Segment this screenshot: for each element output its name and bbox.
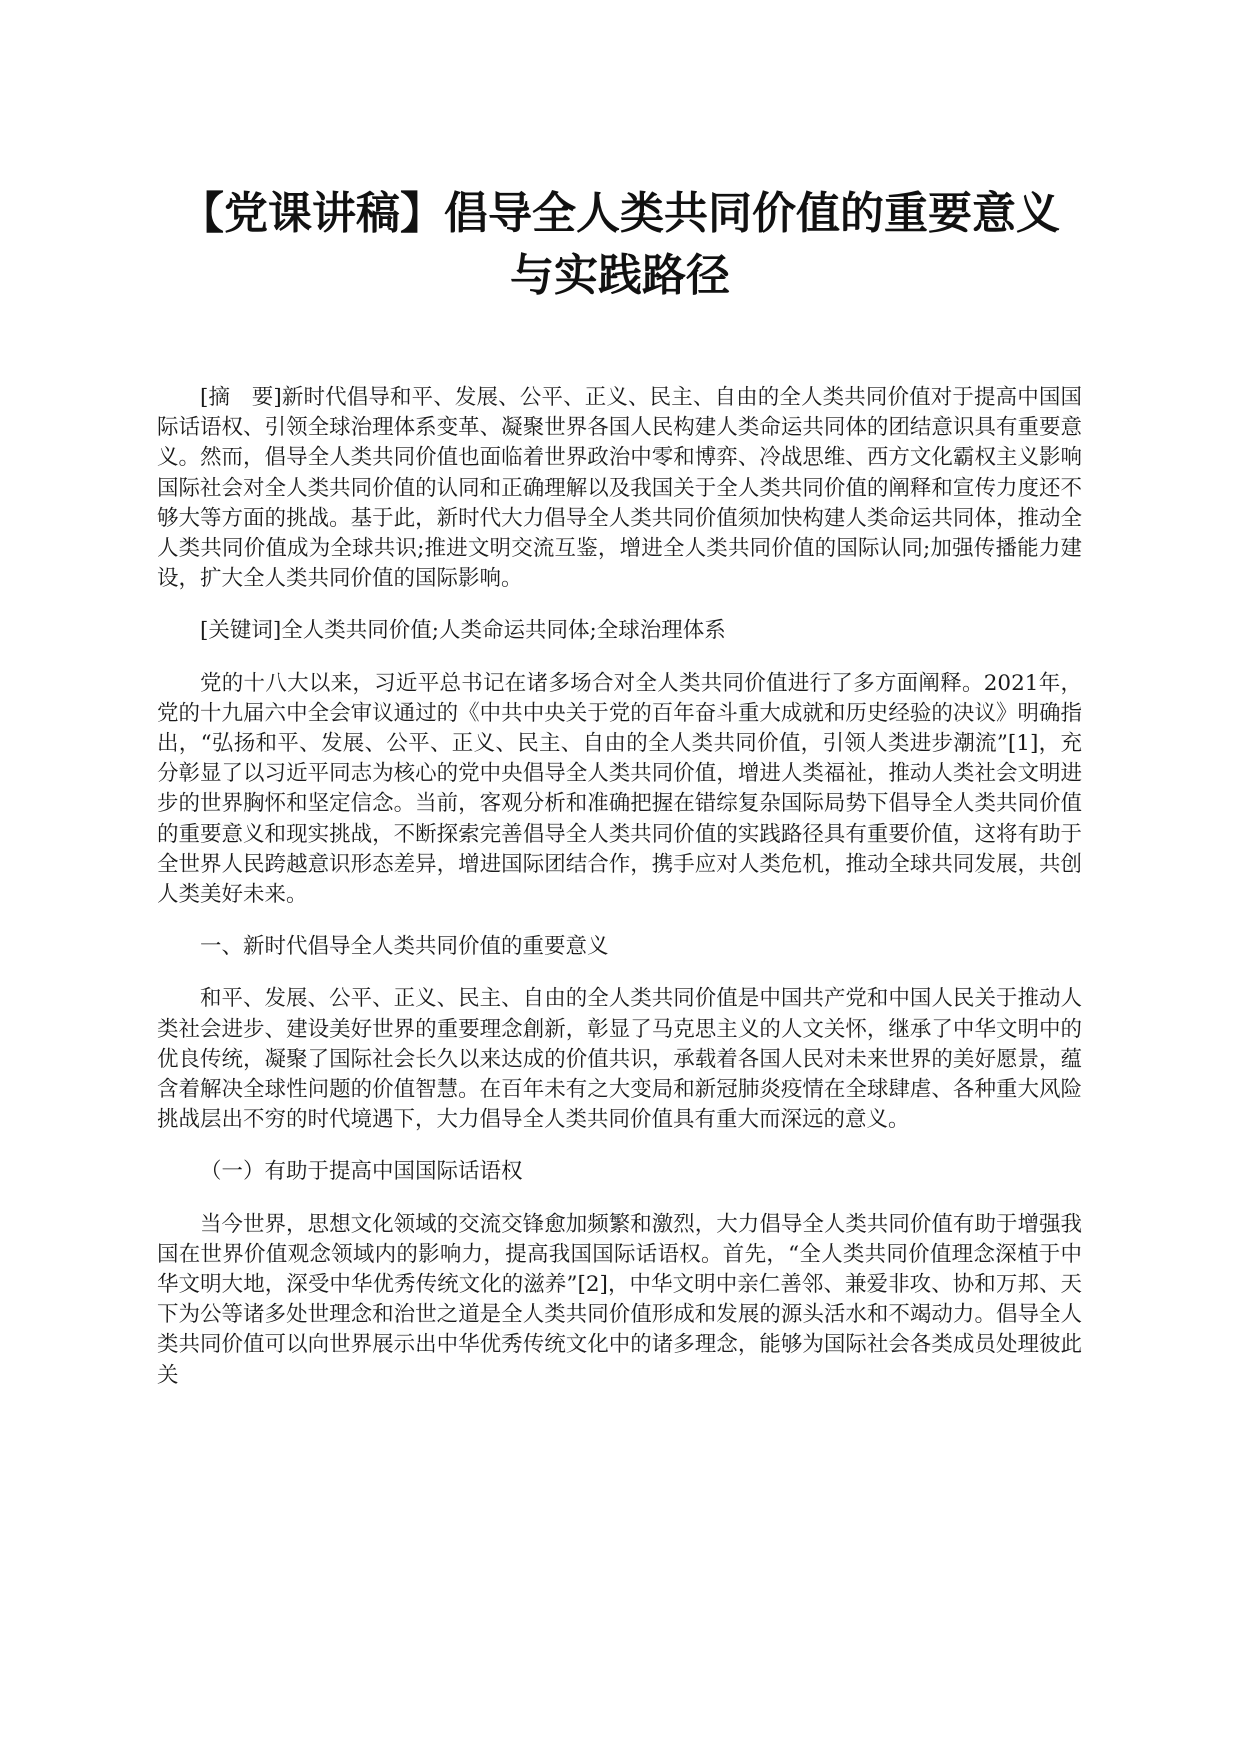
abstract-paragraph: [摘 要]新时代倡导和平、发展、公平、正义、民主、自由的全人类共同价值对于提高中国国际话语权、引领全球治理体系变革、凝聚世界各国人民构建人类命运共同体的团结意识具有重要意义。然而，倡导全人类共同价值也面临着世界政治中零和博弈、冷战思维、西方文化霸权主义影响国际社会对全人类共同价值的认同和正确理解以及我国关于全人类共同价值的阐释和宣传力度还不够大等方面的挑战。基于此，新时代大力倡导全人类共同价值须加快构建人类命运共同体，推动全人类共同价值成为全球共识;推进文明交流互鉴，增进全人类共同价值的国际认同;加强传播能力建设，扩大全人类共同价值的国际影响。 <box>157 385 1082 592</box>
subsection-heading: （一）有助于提高中国国际话语权 <box>200 1159 523 1185</box>
keywords-paragraph: [关键词]全人类共同价值;人类命运共同体;全球治理体系 <box>200 618 726 644</box>
subsection-paragraph: 当今世界，思想文化领域的交流交锋愈加频繁和激烈，大力倡导全人类共同价值有助于增强我国在世界价值观念领域内的影响力，提高我国国际话语权。首先，“全人类共同价值理念深植于中华文明大地，深受中华优秀传统文化的滋养”[2]，中华文明中亲仁善邻、兼爱非攻、协和万邦、天下为公等诸多处世理念和治世之道是全人类共同价值形成和发展的源头活水和不竭动力。倡导全人类共同价值可以向世界展示出中华优秀传统文化中的诸多理念，能够为国际社会各类成员处理彼此关 <box>157 1211 1082 1388</box>
intro-paragraph: 党的十八大以来，习近平总书记在诸多场合对全人类共同价值进行了多方面阐释。2021年，党的十九届六中全会审议通过的《中共中央关于党的百年奋斗重大成就和历史经验的决议》明确指出，“弘扬和平、发展、公平、正义、民主、自由的全人类共同价值，引领人类进步潮流”[1]，充分彰显了以习近平同志为核心的党中央倡导全人类共同价值，增进人类福祉，推动人类社会文明进步的世界胸怀和坚定信念。当前，客观分析和准确把握在错综复杂国际局势下倡导全人类共同价值的重要意义和现实挑战，不断探索完善倡导全人类共同价值的实践路径具有重要价值，这将有助于全世界人民跨越意识形态差异，增进国际团结合作，携手应对人类危机，推动全球共同发展，共创人类美好未来。 <box>157 670 1082 908</box>
document-body <box>157 383 1082 1413</box>
section-heading: 一、新时代倡导全人类共同价值的重要意义 <box>200 934 609 960</box>
title-line-1: 【党课讲稿】倡导全人类共同价值的重要意义 <box>180 188 1060 239</box>
title-line-2: 与实践路径 <box>510 250 730 301</box>
section-paragraph: 和平、发展、公平、正义、民主、自由的全人类共同价值是中国共产党和中国人民关于推动人类社会进步、建设美好世界的重要理念創新，彰显了马克思主义的人文关怀，继承了中华文明中的优良传统，凝聚了国际社会长久以来达成的价值共识，承载着各国人民对未来世界的美好愿景，蕴含着解决全球性问题的价值智慧。在百年未有之大变局和新冠肺炎疫情在全球肆虐、各种重大风险挑战层出不穷的时代境遇下，大力倡导全人类共同价值具有重大而深远的意义。 <box>157 986 1082 1133</box>
document-title <box>150 183 1090 307</box>
